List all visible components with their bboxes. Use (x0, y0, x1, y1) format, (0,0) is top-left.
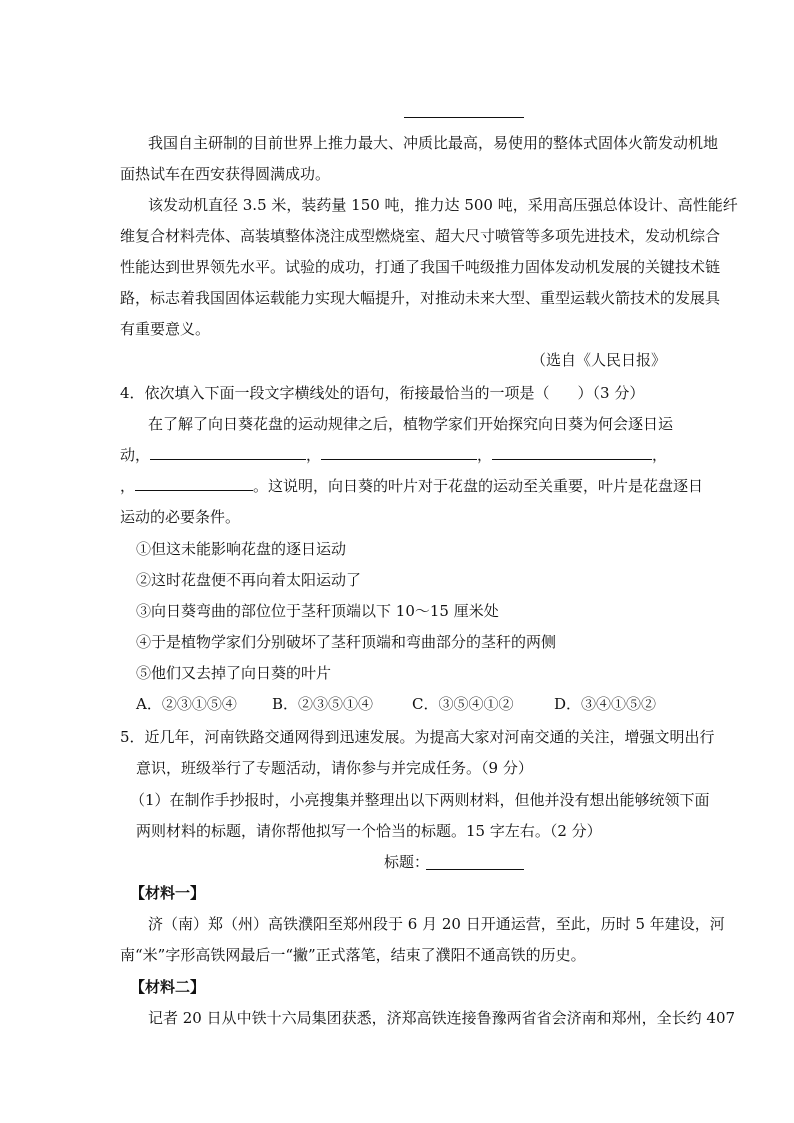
title-answer-blank[interactable] (426, 869, 524, 870)
q4-item: ④于是植物学家们分别破坏了茎秆顶端和弯曲部分的茎秆的两侧 (136, 633, 557, 651)
comma: ， (120, 477, 136, 495)
comma: ， (306, 446, 322, 464)
material-1-line: 济（南）郑（州）高铁濮阳至郑州段于 6 月 20 日开通运营，至此，历时 5 年建设，河 (148, 915, 725, 933)
passage-line: 我国自主研制的目前世界上推力最大、冲质比最高，易使用的整体式固体火箭发动机地 (148, 134, 719, 152)
material-2-heading: 【材料二】 (130, 978, 206, 996)
q4-item: ③向日葵弯曲的部位位于茎秆顶端以下 10～15 厘米处 (136, 602, 499, 620)
passage-line: 维复合材料壳体、高装填整体浇注成型燃烧室、超大尺寸喷管等多项先进技术，发动机综合 (120, 227, 721, 245)
q5-sub1: 两则材料的标题，请你帮他拟写一个恰当的标题。15 字左右。（2 分） (136, 822, 602, 840)
answer-blank-top (404, 117, 524, 118)
choice-d[interactable]: D．③④①⑤② (554, 695, 657, 713)
title-label: 标题： (384, 853, 430, 871)
q4-text-end: 。这说明，向日葵的叶片对于花盘的运动至关重要，叶片是花盘逐日 (253, 477, 704, 495)
q4-stem-end: ）（3 分） (577, 384, 645, 402)
fill-blank-3[interactable] (492, 445, 652, 460)
passage-line: 路，标志着我国固体运载能力实现大幅提升，对推动未来大型、重型运载火箭技术的发展具 (120, 289, 721, 307)
q4-stem (120, 383, 680, 403)
q4-item: ⑤他们又去掉了向日葵的叶片 (136, 664, 332, 682)
passage-line: 性能达到世界领先水平。试验的成功，打通了我国千吨级推力固体发动机发展的关键技术链 (120, 258, 721, 276)
q5-stem: 意识，班级举行了专题活动，请你参与并完成任务。（9 分） (136, 759, 533, 777)
passage-line: 面热试车在西安获得圆满成功。 (120, 165, 331, 183)
q4-text-line: 在了解了向日葵花盘的运动规律之后，植物学家们开始探究向日葵为何会逐日运 (148, 415, 674, 433)
q4-item: ①但这未能影响花盘的逐日运动 (136, 540, 347, 558)
choice-c[interactable]: C．③⑤④①② (412, 695, 514, 713)
q5-stem: 5．近几年，河南铁路交通网得到迅速发展。为提高大家对河南交通的关注，增强文明出行 (120, 728, 715, 746)
q4-text-start: 动， (120, 446, 151, 464)
fill-blank-2[interactable] (321, 445, 477, 460)
passage-source: （选自《人民日报》 (530, 351, 666, 369)
fill-blank-1[interactable] (150, 445, 306, 460)
material-1-heading: 【材料一】 (130, 884, 206, 902)
q4-choices (136, 694, 696, 714)
choice-a[interactable]: A．②③①⑤④ (136, 695, 237, 713)
passage-line: 有重要意义。 (120, 320, 211, 338)
q4-item: ②这时花盘便不再向着太阳运动了 (136, 571, 362, 589)
q4-text-line: 运动的必要条件。 (120, 508, 241, 526)
q5-sub1: （1）在制作手抄报时，小亮搜集并整理出以下两则材料，但他并没有想出能够统领下面 (130, 791, 710, 809)
passage-line: 该发动机直径 3.5 米，装药量 150 吨，推力达 500 吨，采用高压强总体设计、高性能纤 (148, 196, 738, 214)
q4-text-line (120, 445, 680, 465)
q4-text-line (120, 476, 704, 496)
fill-blank-4[interactable] (135, 476, 253, 491)
material-2-line: 记者 20 日从中铁十六局集团获悉，济郑高铁连接鲁豫两省省会济南和郑州，全长约 407 (148, 1009, 736, 1027)
comma: ， (477, 446, 493, 464)
material-1-line: 南“米”字形高铁网最后一“撇”正式落笔，结束了濮阳不通高铁的历史。 (120, 946, 586, 964)
q4-stem-start: 4．依次填入下面一段文字横线处的语句，衔接最恰当的一项是（ (120, 384, 550, 402)
comma: ， (652, 446, 668, 464)
choice-b[interactable]: B．②③⑤①④ (272, 695, 374, 713)
